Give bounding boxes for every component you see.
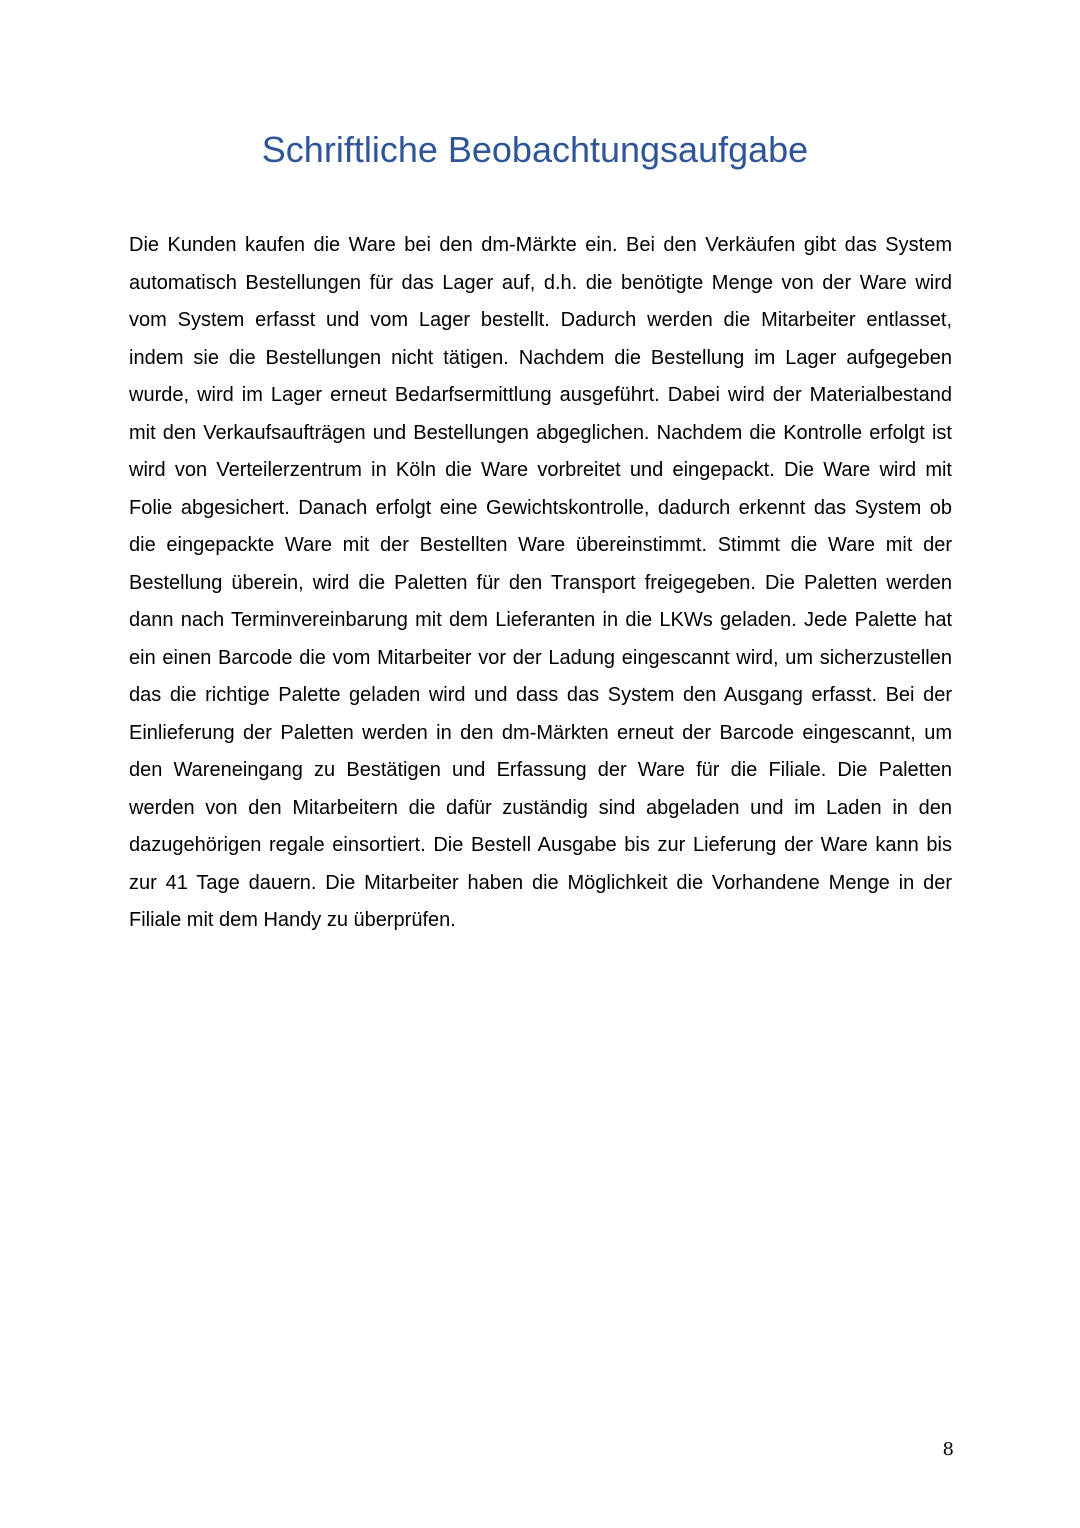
body-paragraph: Die Kunden kaufen die Ware bei den dm-Märkte ein. Bei den Verkäufen gibt das System automatisch Bestellungen für das Lager auf, d.h. die benötigte Menge von der Ware wird vom System erfasst und vom Lager bestellt. Dadurch werden die Mitarbeiter entlasset, indem sie die Bestellungen nicht tätigen. Nachdem die Bestellung im Lager aufgegeben wurde, wird im Lager erneut Bedarfsermittlung ausgeführt. Dabei wird der Materialbestand mit den Verkaufsaufträgen und Bestellungen abgeglichen. Nachdem die Kontrolle erfolgt ist wird von Verteilerzentrum in Köln die Ware vorbreitet und eingepackt. Die Ware wird mit Folie abgesichert. Danach erfolgt eine Gewichtskontrolle, dadurch erkennt das System ob die eingepackte Ware mit der Bestellten Ware übereinstimmt. Stimmt die Ware mit der Bestellung überein, wird die Paletten für den Transport freigegeben. Die Paletten werden dann nach Terminvereinbarung mit dem Lieferanten in die LKWs geladen. Jede Palette hat ein einen Barcode die vom Mitarbeiter vor der Ladung eingescannt wird, um sicherzustellen das die richtige Palette geladen wird und dass das System den Ausgang erfasst. Bei der Einlieferung der Paletten werden in den dm-Märkten erneut der Barcode eingescannt, um den Wareneingang zu Bestätigen und Erfassung der Ware für die Filiale. Die Paletten werden von den Mitarbeitern die dafür zuständig sind abgeladen und im Laden in den dazugehörigen regale einsortiert. Die Bestell Ausgabe bis zur Lieferung der Ware kann bis zur 41 Tage dauern. Die Mitarbeiter haben die Möglichkeit die Vorhandene Menge in der Filiale mit dem Handy zu überprüfen. [129, 234, 952, 931]
page-title: Schriftliche Beobachtungsaufgabe [261, 129, 809, 170]
page-number: 8 [942, 1439, 954, 1460]
